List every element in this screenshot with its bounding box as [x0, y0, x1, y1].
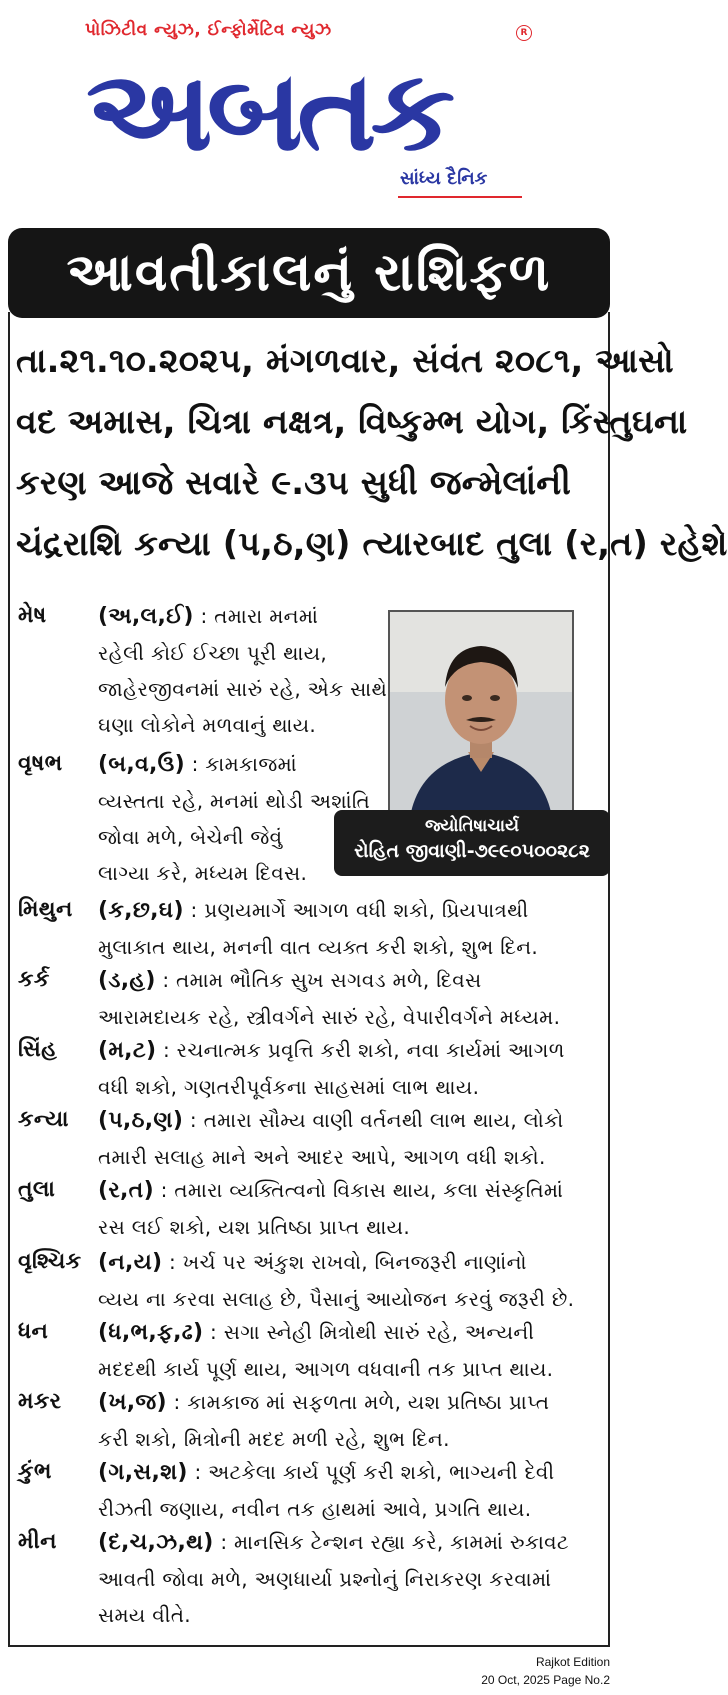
- sign-letters: (ડ,હ): [98, 968, 156, 993]
- sign-name: કર્ક: [18, 967, 50, 992]
- edition-name: Rajkot Edition: [535, 1655, 610, 1669]
- sign-name: મકર: [18, 1389, 62, 1414]
- sign-name: કુંભ: [18, 1459, 52, 1484]
- intro-line: કરણ આજે સવારે ૯.૩૫ સુધી જન્મેલાંની: [16, 463, 572, 502]
- sign-name: તુલા: [18, 1177, 56, 1202]
- sign-letters: (દ,ચ,ઝ,થ): [98, 1530, 214, 1555]
- astrologer-name: રોહિત જીવાણી-૭૯૯૦૫૦૦૨૮૨: [354, 840, 590, 862]
- masthead: [0, 0, 618, 205]
- sign-text: : સગા સ્નેહી મિત્રોથી સારું રહે, અન્યની: [210, 1320, 535, 1344]
- sign-text: મદદથી કાર્ય પૂર્ણ થાય, આગળ વધવાની તક પ્રાપ્ત થાય.: [98, 1357, 554, 1381]
- sign-text: : તમામ ભૌતિક સુખ સગવડ મળે, દિવસ: [162, 968, 482, 992]
- sign-text: તમારી સલાહ માને અને આદર આપે, આગળ વધી શકો.: [98, 1145, 546, 1169]
- sign-letters: (મ,ટ): [98, 1038, 157, 1063]
- sign-name: મેષ: [18, 603, 47, 628]
- panchang-intro: [16, 330, 728, 574]
- sign-text: : પ્રણયમાર્ગે આગળ વધી શકો, પ્રિયપાત્રથી: [190, 898, 529, 922]
- sign-name: સિંહ: [18, 1037, 58, 1062]
- intro-line: ચંદ્રરાશિ કન્યા (પ,ઠ,ણ) ત્યારબાદ તુલા (ર,ત) રહેશે: [16, 524, 728, 563]
- sign-text: જોવા મળે, બેચેની જેવું: [98, 825, 283, 849]
- newspaper-logo: અબતક: [86, 47, 450, 176]
- sign-letters: (ક,છ,ઘ): [98, 898, 184, 923]
- sign-letters: (ખ,જ): [98, 1390, 167, 1415]
- sign-text: : અટકેલા કાર્ય પૂર્ણ કરી શકો, ભાગ્યની દેવી: [194, 1460, 555, 1484]
- sign-text: લાગ્યા કરે, મધ્યમ દિવસ.: [98, 861, 308, 885]
- intro-line: વદ અમાસ, ચિત્રા નક્ષત્ર, વિષ્કુમ્ભ યોગ, કિંસ્તુઘના: [16, 402, 688, 441]
- sign-text: : માનસિક ટેન્શન રહ્યા કરે, કામમાં રુકાવટ: [220, 1530, 569, 1554]
- astrologer-role: જ્યોતિષાચાર્ય: [424, 816, 519, 836]
- sign-text: આવતી જોવા મળે, અણધાર્યા પ્રશ્નોનું નિરાકરણ કરવામાં: [98, 1567, 552, 1591]
- sign-text: કરી શકો, મિત્રોની મદદ મળી રહે, શુભ દિન.: [98, 1427, 450, 1451]
- sign-text: સમય વીતે.: [98, 1603, 191, 1627]
- sign-text: વ્યય ના કરવા સલાહ છે, પૈસાનું આયોજન કરવું જરૂરી છે.: [98, 1287, 575, 1311]
- page-title: આવતીકાલનું રાશિફળ: [66, 242, 552, 303]
- sign-letters: (અ,લ,ઈ): [98, 604, 194, 629]
- sign-text: વ્યસ્તતા રહે, મનમાં થોડી અશાંતિ: [98, 789, 371, 813]
- registered-mark: R: [516, 25, 532, 41]
- intro-line: તા.૨૧.૧૦.૨૦૨૫, મંગળવાર, સંવંત ૨૦૮૧, આસો: [16, 341, 674, 380]
- sign-text: : તમારા સૌમ્ય વાણી વર્તનથી લાભ થાય, લોકો: [189, 1108, 564, 1132]
- sign-text: જાહેરજીવનમાં સારું રહે, એક સાથે: [98, 677, 388, 701]
- sign-text: : તમારા મનમાં: [200, 604, 319, 628]
- sign-name: ધન: [18, 1319, 49, 1344]
- sign-text: વધી શકો, ગણતરીપૂર્વકના સાહસમાં લાભ થાય.: [98, 1075, 480, 1099]
- sign-letters: (બ,વ,ઉ): [98, 752, 185, 777]
- sign-text: : રચનાત્મક પ્રવૃત્તિ કરી શકો, નવા કાર્યમાં આગળ: [162, 1038, 565, 1062]
- sign-text: આરામદાયક રહે, સ્ત્રીવર્ગને સારું રહે, વેપારીવર્ગને મધ્યમ.: [98, 1005, 561, 1029]
- title-banner: [8, 228, 610, 318]
- sign-name: મિથુન: [18, 897, 73, 922]
- masthead-tagline: પોઝિટીવ ન્યુઝ, ઈન્ફોર્મેટિવ ન્યુઝ: [85, 20, 332, 40]
- sign-letters: (ર,ત): [98, 1178, 154, 1203]
- sign-letters: (પ,ઠ,ણ): [98, 1108, 184, 1133]
- astrologer-caption: [334, 810, 610, 876]
- sign-text: : કામકાજમાં: [191, 752, 297, 776]
- sign-text: મુલાકાત થાય, મનની વાત વ્યક્ત કરી શકો, શુભ દિન.: [98, 935, 539, 959]
- sign-text: : કામકાજ માં સફળતા મળે, યશ પ્રતિષ્ઠા પ્રાપ્ત: [173, 1390, 550, 1414]
- sign-text: રસ લઈ શકો, યશ પ્રતિષ્ઠા પ્રાપ્ત થાય.: [98, 1215, 410, 1239]
- edition-footer: [481, 1653, 610, 1689]
- sign-name: વૃષભ: [18, 751, 63, 776]
- sign-letters: (ગ,સ,શ): [98, 1460, 188, 1485]
- edition-date-page: 20 Oct, 2025 Page No.2: [481, 1673, 610, 1687]
- sign-text: ઘણા લોકોને મળવાનું થાય.: [98, 713, 317, 737]
- sign-name: મીન: [18, 1529, 57, 1554]
- sign-text: રીઝતી જણાય, નવીન તક હાથમાં આવે, પ્રગતિ થાય.: [98, 1497, 532, 1521]
- sign-letters: (ન,ય): [98, 1250, 163, 1275]
- masthead-underline: [398, 196, 522, 198]
- sign-name: કન્યા: [18, 1107, 69, 1132]
- sign-text: : તમારા વ્યક્તિત્વનો વિકાસ થાય, કલા સંસ્કૃતિમાં: [160, 1178, 564, 1202]
- astrologer-photo: [388, 610, 574, 819]
- sign-letters: (ધ,ભ,ફ,ઢ): [98, 1320, 204, 1345]
- sign-text: રહેલી કોઈ ઈચ્છા પૂરી થાય,: [98, 641, 328, 665]
- sign-text: : ખર્ચ પર અંકુશ રાખવો, બિનજરૂરી નાણાંનો: [169, 1250, 527, 1274]
- masthead-subtitle: સાંધ્ય દૈનિક: [400, 168, 488, 189]
- sign-name: વૃશ્ચિક: [18, 1249, 82, 1274]
